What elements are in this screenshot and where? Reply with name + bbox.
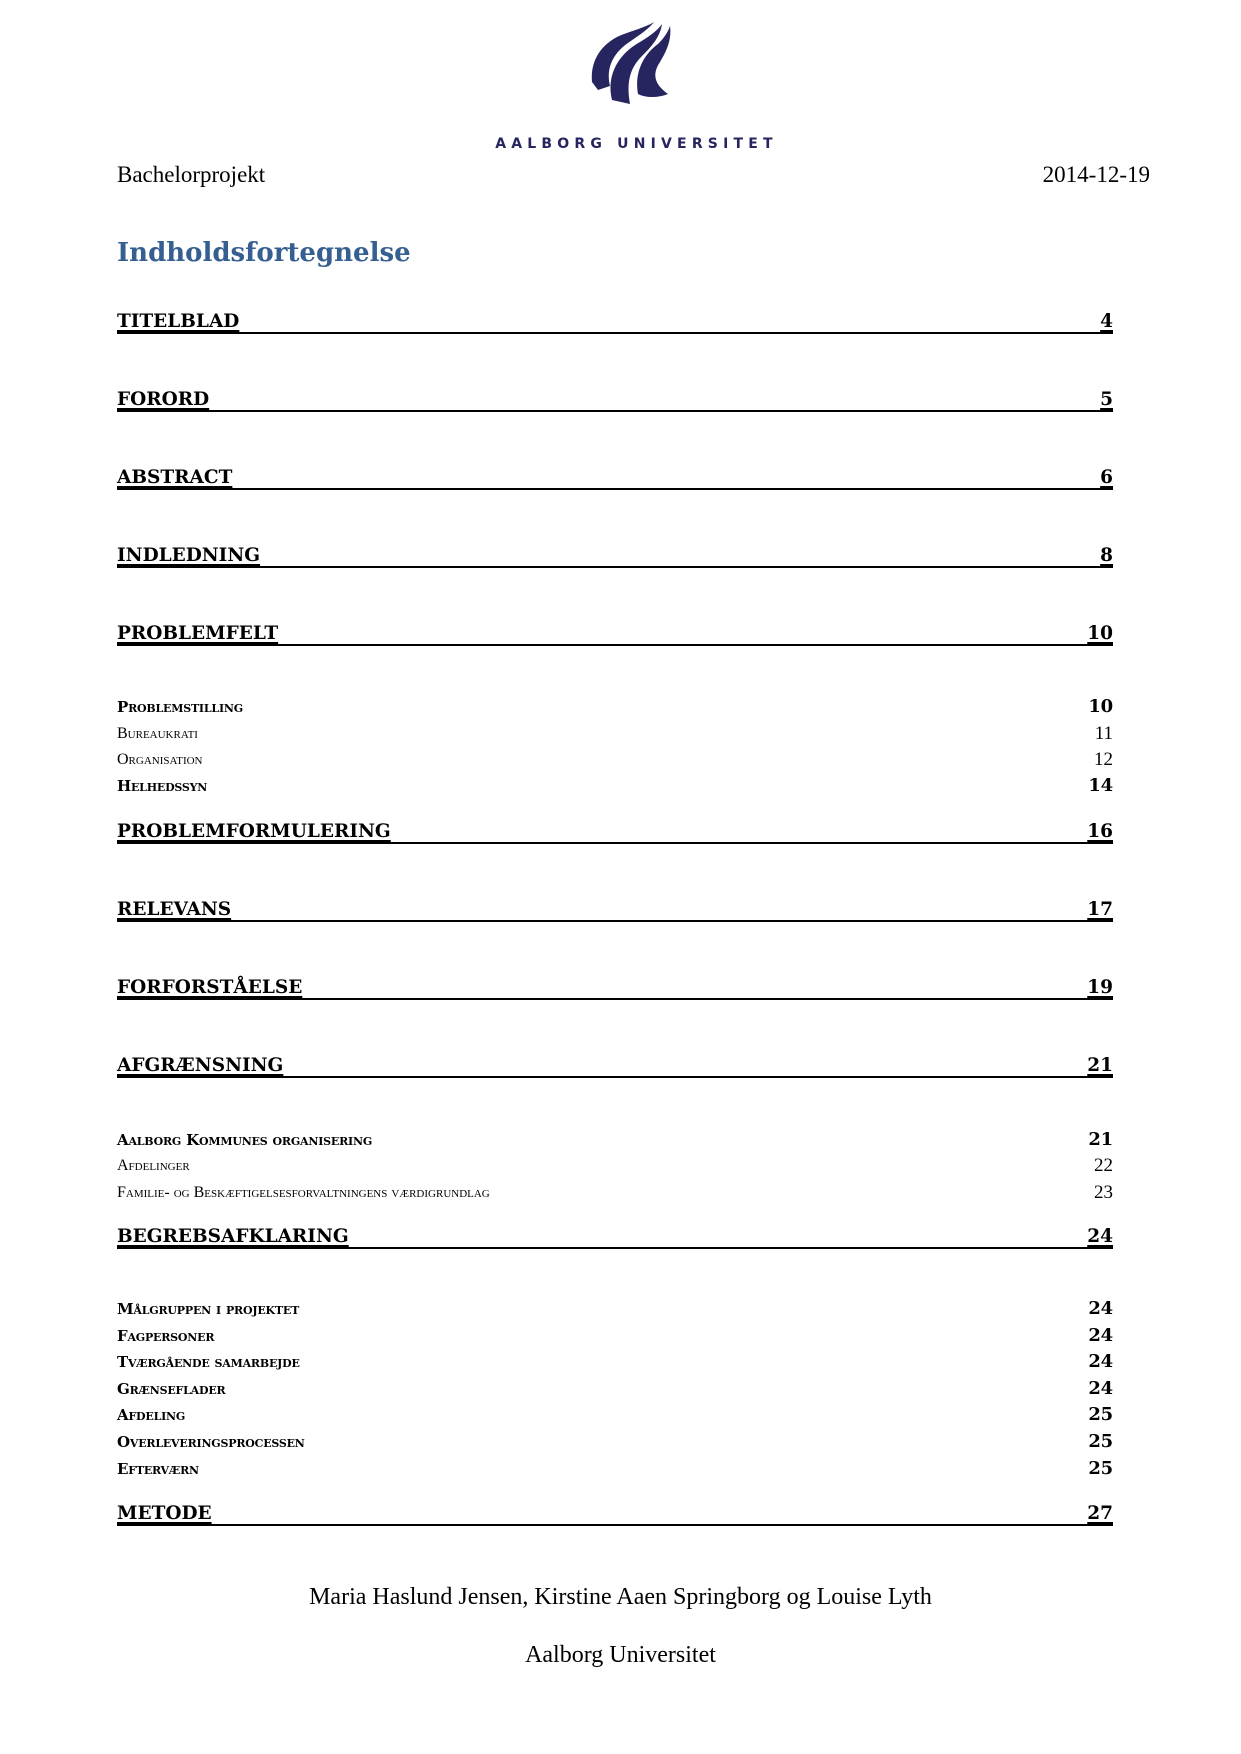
toc-subentry-problemstilling[interactable] (117, 695, 1113, 719)
toc-entry-forord[interactable] (117, 384, 1113, 412)
toc-entry-page: 24 (1088, 1378, 1113, 1399)
toc-entry-afgraensning[interactable] (117, 1050, 1113, 1078)
toc-entry-label: Helhedssyn (117, 777, 208, 795)
toc-entry-label: Organisation (117, 751, 203, 768)
toc-entry-label: Familie- og Beskæftigelsesforvaltningens værdigrundlag (117, 1184, 490, 1201)
toc-entry-problemformulering[interactable] (117, 816, 1113, 844)
toc-entry-page: 25 (1088, 1458, 1113, 1479)
toc-entry-page: 4 (1100, 311, 1113, 332)
toc-entry-titelblad[interactable] (117, 306, 1113, 334)
aalborg-university-wave-logo-icon (588, 20, 684, 110)
toc-subentry-helhedssyn[interactable] (117, 774, 1113, 798)
toc-entry-label: METODE (117, 1503, 212, 1524)
toc-subentry-afdeling[interactable] (117, 1403, 1113, 1427)
toc-entry-indledning[interactable] (117, 540, 1113, 568)
toc-entry-label: Afdelinger (117, 1157, 190, 1174)
toc-entry-label: TITELBLAD (117, 311, 240, 332)
toc-subentry-overleveringsprocessen[interactable] (117, 1430, 1113, 1454)
toc-entry-label: Bureaukrati (117, 725, 198, 742)
toc-entry-page: 23 (1094, 1182, 1113, 1203)
toc-entry-forforstaaelse[interactable] (117, 972, 1113, 1000)
toc-entry-metode[interactable] (117, 1498, 1113, 1526)
toc-entry-label: Efterværn (117, 1460, 199, 1478)
toc-entry-label: FORFORSTÅELSE (117, 977, 303, 998)
header-project-label: Bachelorprojekt (117, 162, 266, 187)
toc-entry-label: Aalborg Kommunes organisering (117, 1131, 373, 1149)
toc-entry-page: 27 (1087, 1503, 1113, 1524)
toc-subentry-organisation[interactable] (117, 748, 1113, 772)
toc-entry-label: Problemstilling (117, 698, 243, 716)
toc-entry-page: 10 (1087, 623, 1113, 644)
toc-entry-page: 10 (1088, 696, 1113, 717)
toc-subentry-afdelinger[interactable] (117, 1154, 1113, 1178)
toc-subentry-tvaergaaende-samarbejde[interactable] (117, 1350, 1113, 1374)
toc-subentry-fagpersoner[interactable] (117, 1324, 1113, 1348)
footer-authors: Maria Haslund Jensen, Kirstine Aaen Springborg og Louise Lyth (309, 1584, 932, 1610)
toc-entry-begrebsafklaring[interactable] (117, 1221, 1113, 1249)
toc-entry-label: RELEVANS (117, 899, 232, 920)
toc-entry-page: 24 (1088, 1351, 1113, 1372)
toc-entry-label: AFGRÆNSNING (117, 1055, 284, 1076)
toc-entry-label: Overleveringsprocessen (117, 1433, 305, 1451)
toc-entry-label: Grænseflader (117, 1380, 226, 1398)
toc-entry-page: 19 (1087, 977, 1113, 998)
toc-entry-label: Afdeling (117, 1406, 186, 1424)
toc-entry-label: PROBLEMFELT (117, 623, 279, 644)
toc-entry-label: BEGREBSAFKLARING (117, 1226, 349, 1247)
toc-entry-page: 14 (1088, 775, 1113, 796)
toc-entry-page: 22 (1094, 1155, 1113, 1176)
toc-entry-relevans[interactable] (117, 894, 1113, 922)
toc-subentry-graenseflader[interactable] (117, 1377, 1113, 1401)
toc-entry-page: 5 (1100, 389, 1113, 410)
toc-entry-label: FORORD (117, 389, 210, 410)
toc-subentry-bureaukrati[interactable] (117, 722, 1113, 746)
header-date: 2014-12-19 (1042, 162, 1150, 187)
toc-subentry-eftervaern[interactable] (117, 1457, 1113, 1481)
toc-entry-label: INDLEDNING (117, 545, 261, 566)
toc-entry-page: 11 (1094, 723, 1113, 744)
toc-entry-page: 21 (1088, 1129, 1113, 1150)
toc-title: Indholdsfortegnelse (117, 238, 411, 268)
toc-entry-label: Tværgående samarbejde (117, 1353, 300, 1371)
toc-entry-label: ABSTRACT (117, 467, 233, 488)
toc-entry-page: 12 (1094, 749, 1113, 770)
toc-subentry-aalborg-kommunes-organisering[interactable] (117, 1128, 1113, 1152)
toc-entry-page: 24 (1088, 1298, 1113, 1319)
toc-entry-label: Fagpersoner (117, 1327, 215, 1345)
toc-entry-label: Målgruppen i projektet (117, 1300, 300, 1318)
toc-entry-page: 8 (1100, 545, 1113, 566)
toc-entry-page: 24 (1088, 1325, 1113, 1346)
toc-entry-problemfelt[interactable] (117, 618, 1113, 646)
university-logo-text: AALBORG UNIVERSITET (495, 136, 778, 152)
toc-entry-abstract[interactable] (117, 462, 1113, 490)
toc-subentry-maalgruppen[interactable] (117, 1297, 1113, 1321)
toc-entry-page: 24 (1087, 1226, 1113, 1247)
footer-institution: Aalborg Universitet (525, 1642, 716, 1668)
toc-entry-page: 6 (1100, 467, 1113, 488)
toc-entry-label: PROBLEMFORMULERING (117, 821, 391, 842)
toc-subentry-vaerdigrundlag[interactable] (117, 1181, 1113, 1205)
toc-entry-page: 16 (1087, 821, 1113, 842)
toc-entry-page: 25 (1088, 1404, 1113, 1425)
toc-entry-page: 21 (1087, 1055, 1113, 1076)
toc-entry-page: 25 (1088, 1431, 1113, 1452)
toc-entry-page: 17 (1087, 899, 1113, 920)
